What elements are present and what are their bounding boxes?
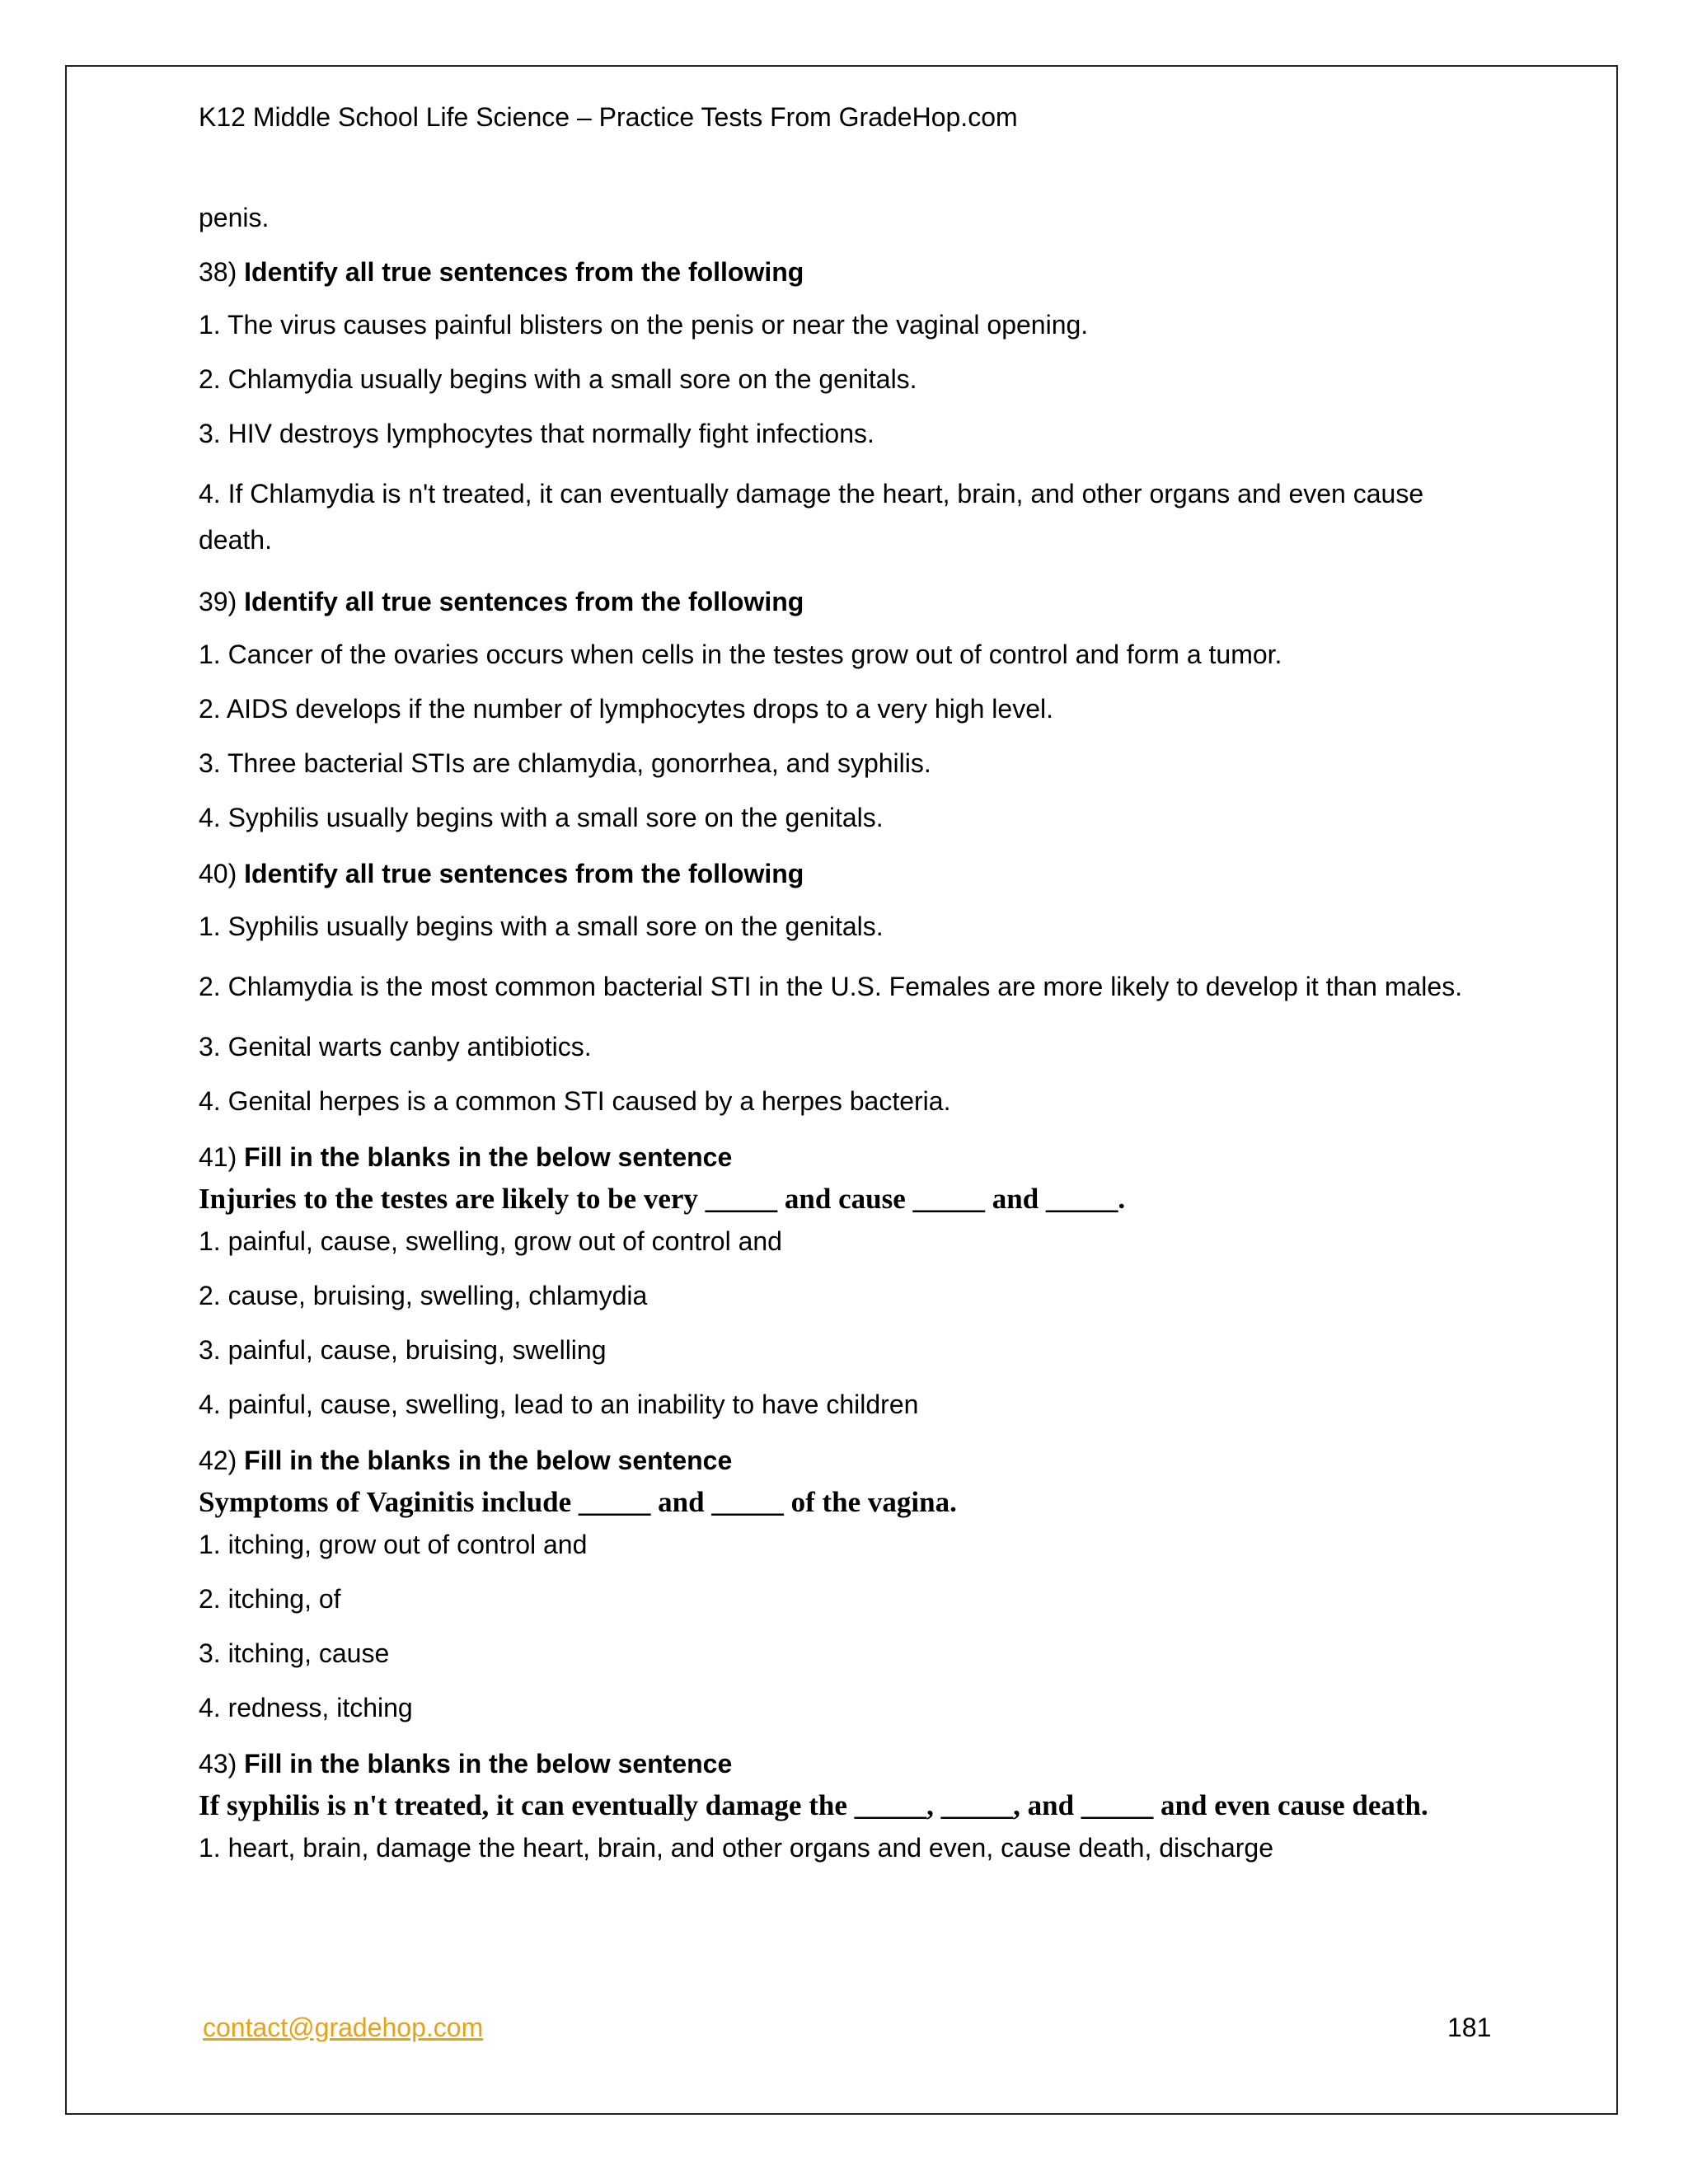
question-number: 43) <box>199 1749 237 1779</box>
contact-email-link[interactable]: contact@gradehop.com <box>203 2013 484 2042</box>
question-42 <box>199 1443 1468 1725</box>
option: 1. Cancer of the ovaries occurs when cells in the testes grow out of control and form a tumor. <box>199 640 1282 669</box>
question-number: 38) <box>199 257 237 287</box>
page-header: K12 Middle School Life Science – Practice Tests From GradeHop.com <box>199 102 1018 132</box>
option: 4. redness, itching <box>199 1693 413 1722</box>
question-list <box>199 200 1468 1885</box>
question-heading <box>199 1746 1468 1781</box>
option: 3. Genital warts canby antibiotics. <box>199 1032 592 1062</box>
option: 3. painful, cause, bruising, swelling <box>199 1335 607 1365</box>
fill-in-sentence: Injuries to the testes are likely to be very _____ and cause _____ and _____. <box>199 1183 1126 1215</box>
question-40 <box>199 856 1468 1118</box>
option: 4. Genital herpes is a common STI caused by a herpes bacteria. <box>199 1086 951 1116</box>
option: 4. If Chlamydia is n't treated, it can eventually damage the heart, brain, and other organs and even cause death. <box>199 479 1424 555</box>
option: 1. Syphilis usually begins with a small sore on the genitals. <box>199 912 884 941</box>
question-41 <box>199 1140 1468 1422</box>
question-prompt: Fill in the blanks in the below sentence <box>244 1446 733 1475</box>
question-prompt: Identify all true sentences from the following <box>244 587 804 616</box>
option: 1. itching, grow out of control and <box>199 1530 588 1559</box>
option: 2. Chlamydia is the most common bacterial STI in the U.S. Females are more likely to develop it than males. <box>199 972 1463 1001</box>
question-number: 39) <box>199 587 237 616</box>
question-prompt: Identify all true sentences from the following <box>244 859 804 888</box>
question-39 <box>199 584 1468 835</box>
question-heading <box>199 1140 1468 1174</box>
option: 3. Three bacterial STIs are chlamydia, gonorrhea, and syphilis. <box>199 748 931 778</box>
question-prompt: Fill in the blanks in the below sentence <box>244 1749 733 1779</box>
option: 2. cause, bruising, swelling, chlamydia <box>199 1281 648 1310</box>
option: 2. itching, of <box>199 1584 341 1614</box>
option: 4. Syphilis usually begins with a small sore on the genitals. <box>199 803 884 832</box>
question-heading <box>199 856 1468 891</box>
option: 4. painful, cause, swelling, lead to an inability to have children <box>199 1390 919 1419</box>
option: 1. painful, cause, swelling, grow out of control and <box>199 1226 782 1256</box>
fill-in-sentence: Symptoms of Vaginitis include _____ and _____ of the vagina. <box>199 1486 957 1518</box>
option: 2. Chlamydia usually begins with a small sore on the genitals. <box>199 364 917 394</box>
option: 2. AIDS develops if the number of lymphocytes drops to a very high level. <box>199 694 1053 724</box>
question-38 <box>199 255 1468 563</box>
option: 1. heart, brain, damage the heart, brain, and other organs and even, cause death, discharge <box>199 1833 1273 1863</box>
fill-in-sentence: If syphilis is n't treated, it can eventually damage the _____, _____, and _____ and even cause death. <box>199 1789 1428 1821</box>
question-number: 41) <box>199 1142 237 1172</box>
question-heading <box>199 1443 1468 1478</box>
question-prompt: Identify all true sentences from the following <box>244 257 804 287</box>
question-number: 40) <box>199 859 237 888</box>
question-43 <box>199 1746 1468 1865</box>
question-number: 42) <box>199 1446 237 1475</box>
option: 3. itching, cause <box>199 1638 390 1668</box>
option: 3. HIV destroys lymphocytes that normally fight infections. <box>199 419 874 448</box>
continuation-text: penis. <box>199 203 270 232</box>
page-number: 181 <box>1447 2013 1492 2042</box>
question-prompt: Fill in the blanks in the below sentence <box>244 1142 733 1172</box>
question-heading <box>199 584 1468 619</box>
option: 1. The virus causes painful blisters on the penis or near the vaginal opening. <box>199 310 1089 340</box>
question-heading <box>199 255 1468 289</box>
